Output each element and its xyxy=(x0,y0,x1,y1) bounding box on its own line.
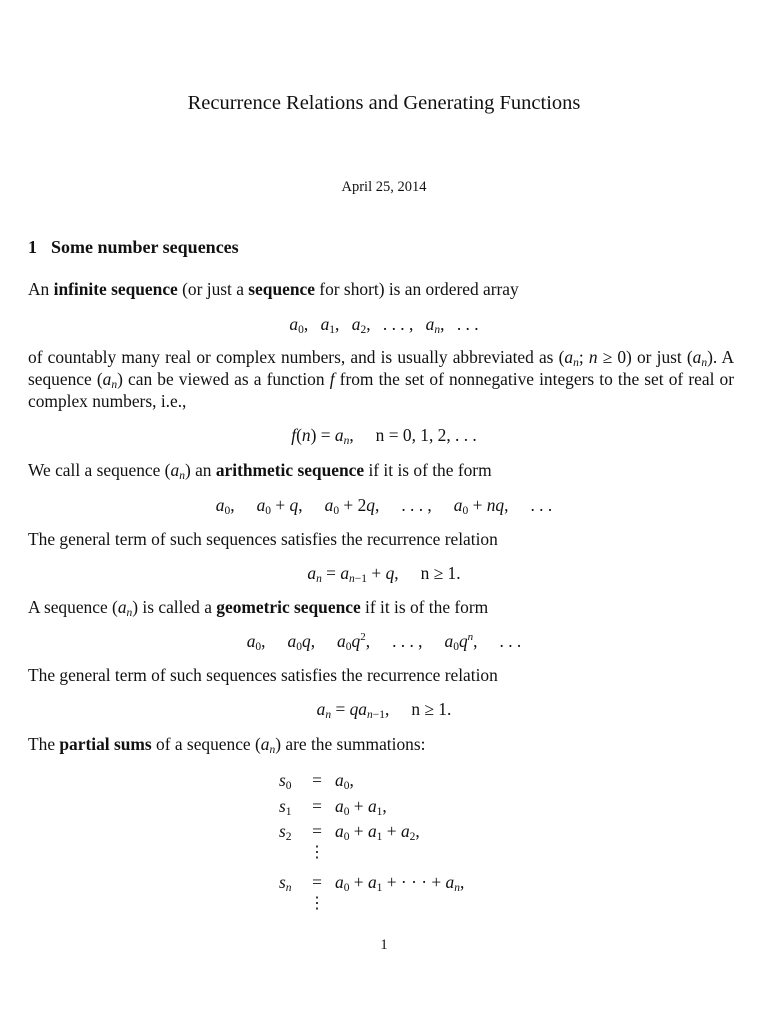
equation-range: n = 0, 1, 2, . . . xyxy=(375,425,477,445)
rhs-s0: $a_0$, xyxy=(335,770,354,792)
text-run: (or just a xyxy=(177,279,249,299)
lhs-sn: $s_n$ xyxy=(279,872,292,894)
term-infinite-sequence: infinite sequence xyxy=(53,279,178,299)
text-run: ) is called a xyxy=(132,597,217,617)
paragraph-sequence-definition xyxy=(28,278,734,300)
vertical-ellipsis: ⋮ xyxy=(309,844,325,861)
equation-sequence-array: $a_0$, $a_1$, $a_2$, . . . , $a_n$, . . . xyxy=(289,314,479,336)
equals-sign: = xyxy=(312,796,322,816)
vertical-ellipsis: ⋮ xyxy=(309,895,325,912)
rhs-s2: $a_0 + a_1 + a_2$, xyxy=(335,821,420,843)
equation-condition: n ≥ 1. xyxy=(411,699,452,719)
text-run: ) are the summations: xyxy=(275,734,426,754)
text-run: for short) is an ordered array xyxy=(314,279,519,299)
text-run: ) an xyxy=(184,460,216,480)
equals-sign: = xyxy=(312,872,322,892)
text-run: ) can be viewed as a function xyxy=(117,369,330,389)
text-run: ≥ 0) or just ( xyxy=(597,347,693,367)
rhs-s1: $a_0 + a_1$, xyxy=(335,796,387,818)
document-date: April 25, 2014 xyxy=(341,179,427,195)
equation-arithmetic-form: $a_0$, $a_0 + q$, $a_0 + 2q$, . . . , $a_0$ + nq, . . . xyxy=(215,495,553,517)
paragraph-partial-sums: The partial sums of a sequence $(a_n)$ are the summations: xyxy=(28,734,426,756)
document-title: Recurrence Relations and Generating Functions xyxy=(187,92,581,114)
equals-sign: = xyxy=(312,821,322,841)
equals-sign: = xyxy=(312,770,322,790)
page-number: 1 xyxy=(380,937,388,953)
equation-arithmetic-recurrence: $a_n = a_{n-1} + q$, n ≥ 1. xyxy=(307,563,461,585)
lhs-s2: $s_2$ xyxy=(279,821,292,843)
paragraph-geometric-recurrence: The general term of such sequences satisfies the recurrence relation xyxy=(28,665,498,685)
term-partial-sums: partial sums xyxy=(59,734,152,754)
text-run: of countably many real or complex numbers, and is usually abbreviated as ( xyxy=(28,347,565,367)
text-run: ). A sequence ( xyxy=(28,347,735,389)
term-geometric-sequence: geometric sequence xyxy=(216,597,361,617)
term-arithmetic-sequence: arithmetic sequence xyxy=(215,460,365,480)
text-run: if it is of the form xyxy=(364,460,492,480)
section-number: 1 xyxy=(28,237,37,257)
text-run: ; xyxy=(578,347,589,367)
text-run: A sequence ( xyxy=(28,597,118,617)
equation-geometric-form: $a_0$, $a_0q$, $a_0q^2$, . . . , $a_0q^n$, . . . xyxy=(246,631,522,653)
text-run: An xyxy=(28,279,54,299)
equation-function-definition: $f(n) = a_n$, n = 0, 1, 2, . . . xyxy=(291,425,477,447)
text-run: of a sequence ( xyxy=(151,734,261,754)
text-run: from the set of nonnegative integers to the set of real or complex numbers, i.e., xyxy=(28,369,735,411)
lhs-s1: $s_1$ xyxy=(279,796,292,818)
paragraph-arithmetic-sequence: We call a sequence $(a_n)$ an arithmetic sequence if it is of the form xyxy=(28,460,492,482)
rhs-sn: $a_0 + a_1$ + · · · + $a_n$, xyxy=(335,872,465,894)
text-run: if it is of the form xyxy=(360,597,489,617)
paragraph-geometric-sequence: A sequence $(a_n)$ is called a geometric sequence if it is of the form xyxy=(28,597,489,619)
equation-condition: n ≥ 1. xyxy=(420,563,461,583)
term-sequence: sequence xyxy=(248,279,315,299)
equation-geometric-recurrence: $a_n = qa_{n-1}$, n ≥ 1. xyxy=(316,699,452,721)
text-run: We call a sequence ( xyxy=(28,460,171,480)
paragraph-sequence-as-function: of countably many real or complex numbers, and is usually abbreviated as ($a_n$; n ≥ 0) or just $(a_n)$. A sequence $(a_n)$ can be viewed as a function f from the set of nonnegative integers to the set of real or complex numbers, i.e., xyxy=(28,347,735,411)
paragraph-arithmetic-recurrence: The general term of such sequences satisfies the recurrence relation xyxy=(28,529,498,549)
text-run: The xyxy=(28,734,60,754)
lhs-s0: $s_0$ xyxy=(279,770,292,792)
section-heading xyxy=(28,237,239,258)
section-title: Some number sequences xyxy=(51,237,239,257)
